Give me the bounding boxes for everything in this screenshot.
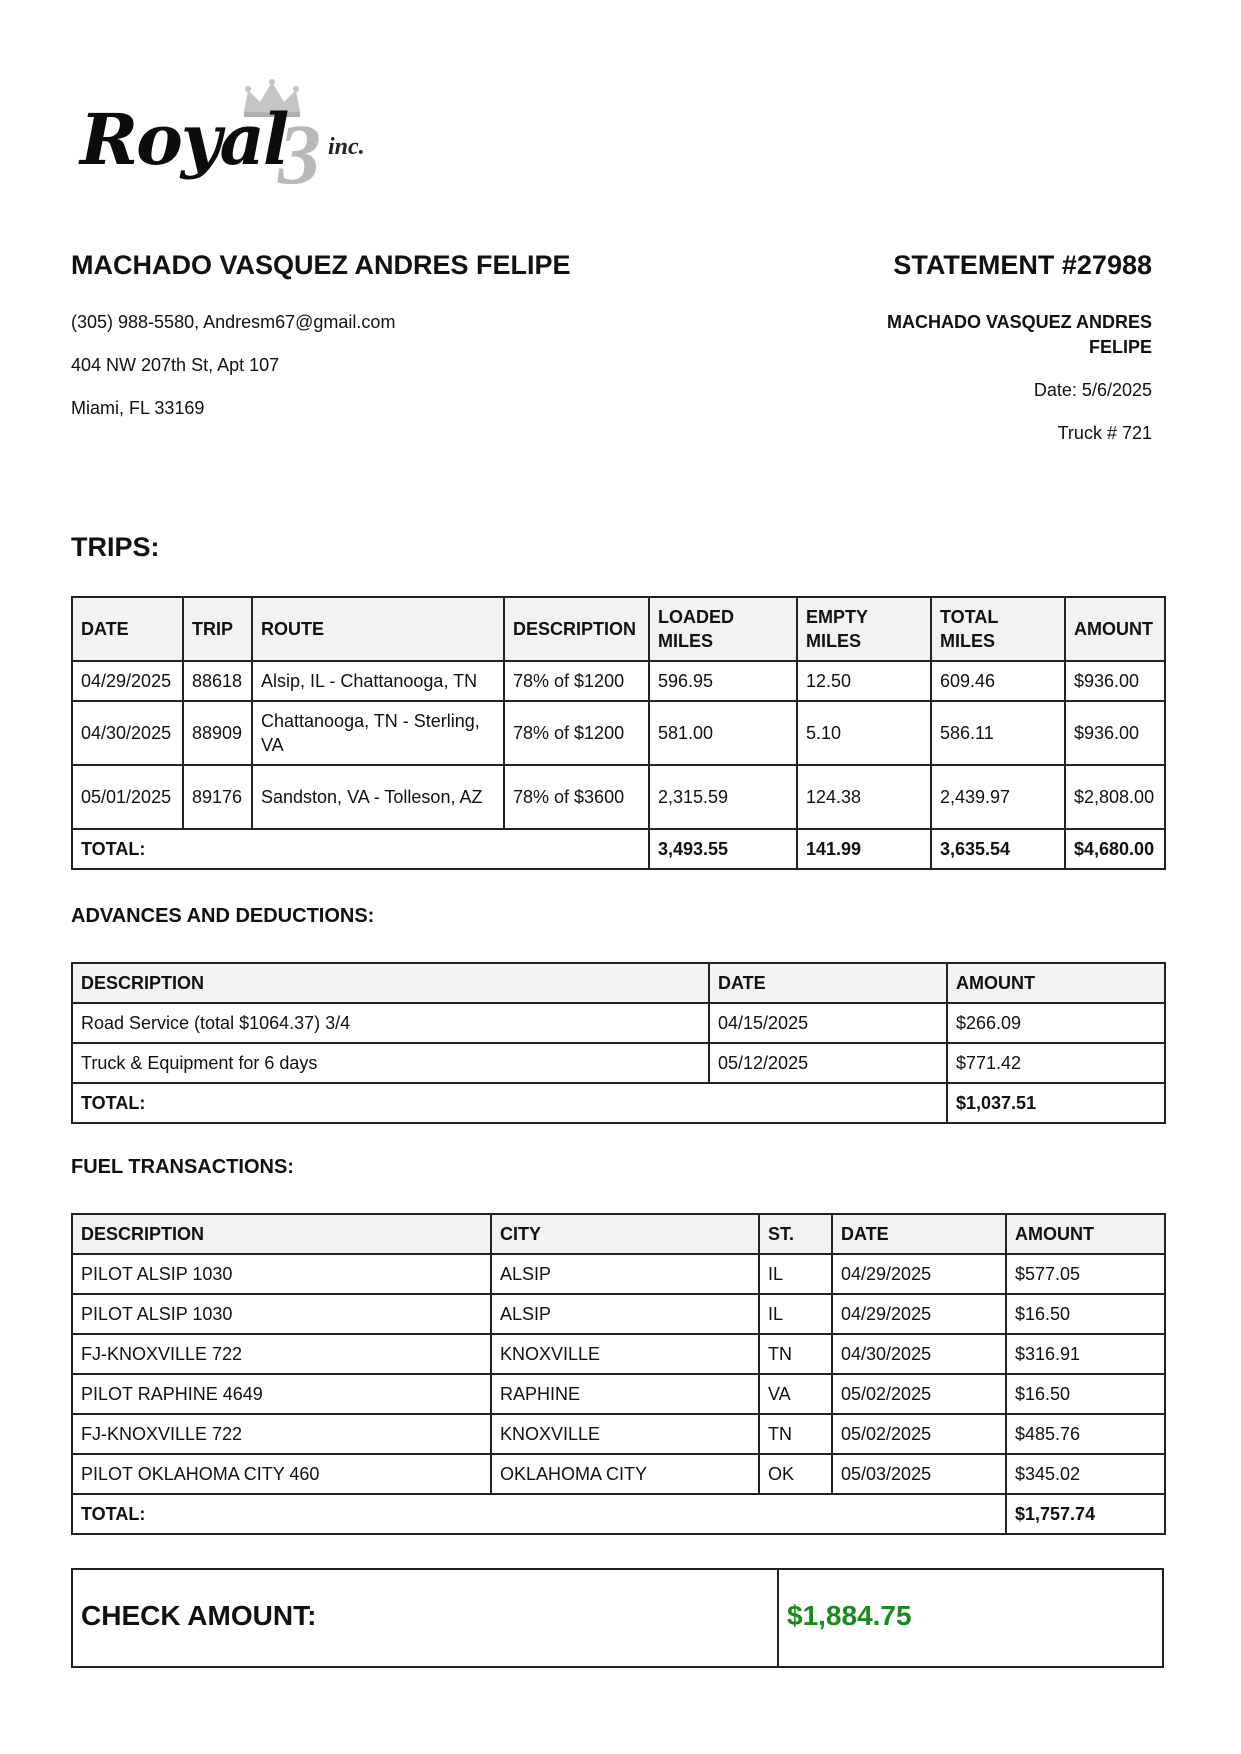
table-cell: RAPHINE: [491, 1374, 759, 1414]
column-header: DATE: [832, 1214, 1006, 1254]
table-cell: 04/30/2025: [832, 1334, 1006, 1374]
table-cell: KNOXVILLE: [491, 1334, 759, 1374]
table-cell: 596.95: [649, 661, 797, 701]
table-cell: 89176: [183, 765, 252, 829]
table-cell: Chattanooga, TN - Sterling, VA: [252, 701, 504, 765]
check-amount-label: CHECK AMOUNT:: [81, 1600, 317, 1631]
table-cell: 05/02/2025: [832, 1414, 1006, 1454]
column-header: DESCRIPTION: [72, 1214, 491, 1254]
total-loaded-miles: 3,493.55: [649, 829, 797, 869]
table-row: [72, 1454, 1165, 1494]
table-cell: $936.00: [1065, 701, 1165, 765]
table-cell: 04/29/2025: [832, 1294, 1006, 1334]
table-cell: 78% of $3600: [504, 765, 649, 829]
fuel-table: [71, 1213, 1166, 1535]
table-cell: 609.46: [931, 661, 1065, 701]
total-amount: $4,680.00: [1065, 829, 1165, 869]
table-row: [72, 1374, 1165, 1414]
check-amount-box: [71, 1568, 1164, 1668]
table-cell: 04/30/2025: [72, 701, 183, 765]
table-cell: $2,808.00: [1065, 765, 1165, 829]
table-cell: $266.09: [947, 1003, 1165, 1043]
table-header-row: [72, 1214, 1165, 1254]
total-miles: 3,635.54: [931, 829, 1065, 869]
total-row: [72, 1494, 1165, 1534]
total-row: [72, 829, 1165, 869]
total-amount: $1,037.51: [947, 1083, 1165, 1123]
driver-address-line1: 404 NW 207th St, Apt 107: [71, 355, 280, 375]
table-cell: $16.50: [1006, 1294, 1165, 1334]
column-header: DESCRIPTION: [504, 597, 649, 661]
table-row: [72, 1414, 1165, 1454]
table-cell: 12.50: [797, 661, 931, 701]
table-row: [72, 1294, 1165, 1334]
table-header-row: [72, 963, 1165, 1003]
table-cell: PILOT ALSIP 1030: [72, 1254, 491, 1294]
driver-name: MACHADO VASQUEZ ANDRES FELIPE: [71, 250, 571, 280]
table-cell: $771.42: [947, 1043, 1165, 1083]
table-cell: 78% of $1200: [504, 661, 649, 701]
column-header: DATE: [72, 597, 183, 661]
column-header: CITY: [491, 1214, 759, 1254]
column-header: LOADED MILES: [649, 597, 797, 661]
total-empty-miles: 141.99: [797, 829, 931, 869]
table-cell: OK: [759, 1454, 832, 1494]
table-cell: PILOT ALSIP 1030: [72, 1294, 491, 1334]
advances-table: [71, 962, 1166, 1124]
table-cell: 05/02/2025: [832, 1374, 1006, 1414]
logo-number: 3: [278, 106, 321, 202]
driver-address-line2: Miami, FL 33169: [71, 398, 205, 418]
table-cell: KNOXVILLE: [491, 1414, 759, 1454]
table-row: [72, 701, 1165, 765]
table-cell: $577.05: [1006, 1254, 1165, 1294]
statement-driver-name: MACHADO VASQUEZ ANDRES FELIPE: [886, 312, 1152, 357]
table-cell: Road Service (total $1064.37) 3/4: [72, 1003, 709, 1043]
table-row: [72, 765, 1165, 829]
table-cell: 05/12/2025: [709, 1043, 947, 1083]
table-cell: TN: [759, 1414, 832, 1454]
total-row: [72, 1083, 1165, 1123]
table-cell: FJ-KNOXVILLE 722: [72, 1414, 491, 1454]
driver-contact: (305) 988-5580, Andresm67@gmail.com: [71, 312, 396, 332]
table-cell: ALSIP: [491, 1294, 759, 1334]
column-header: ST.: [759, 1214, 832, 1254]
table-cell: 124.38: [797, 765, 931, 829]
statement-title: STATEMENT #27988: [893, 250, 1152, 280]
table-cell: 2,439.97: [931, 765, 1065, 829]
table-cell: PILOT RAPHINE 4649: [72, 1374, 491, 1414]
table-cell: 88909: [183, 701, 252, 765]
table-cell: $345.02: [1006, 1454, 1165, 1494]
table-cell: 78% of $1200: [504, 701, 649, 765]
column-header: AMOUNT: [1006, 1214, 1165, 1254]
table-cell: VA: [759, 1374, 832, 1414]
table-cell: OKLAHOMA CITY: [491, 1454, 759, 1494]
table-header-row: [72, 597, 1165, 661]
table-cell: PILOT OKLAHOMA CITY 460: [72, 1454, 491, 1494]
logo-script: Royal: [80, 98, 288, 181]
table-cell: Truck & Equipment for 6 days: [72, 1043, 709, 1083]
table-cell: $936.00: [1065, 661, 1165, 701]
column-header: TOTAL MILES: [931, 597, 1065, 661]
table-cell: 04/29/2025: [72, 661, 183, 701]
table-cell: TN: [759, 1334, 832, 1374]
table-cell: 05/01/2025: [72, 765, 183, 829]
column-header: TRIP: [183, 597, 252, 661]
trips-title: TRIPS:: [71, 532, 160, 562]
table-cell: FJ-KNOXVILLE 722: [72, 1334, 491, 1374]
table-cell: 88618: [183, 661, 252, 701]
table-cell: 586.11: [931, 701, 1065, 765]
column-header: AMOUNT: [947, 963, 1165, 1003]
table-row: [72, 1334, 1165, 1374]
table-cell: 2,315.59: [649, 765, 797, 829]
trips-table: [71, 596, 1166, 870]
table-cell: 5.10: [797, 701, 931, 765]
check-amount-value: $1,884.75: [787, 1600, 912, 1631]
column-header: EMPTY MILES: [797, 597, 931, 661]
table-cell: Sandston, VA - Tolleson, AZ: [252, 765, 504, 829]
table-row: [72, 1003, 1165, 1043]
table-cell: $316.91: [1006, 1334, 1165, 1374]
column-header: AMOUNT: [1065, 597, 1165, 661]
table-row: [72, 1254, 1165, 1294]
table-cell: $485.76: [1006, 1414, 1165, 1454]
table-cell: ALSIP: [491, 1254, 759, 1294]
table-cell: IL: [759, 1254, 832, 1294]
total-label: TOTAL:: [72, 829, 649, 869]
divider: [777, 1570, 779, 1666]
column-header: DATE: [709, 963, 947, 1003]
table-row: [72, 661, 1165, 701]
table-cell: 04/15/2025: [709, 1003, 947, 1043]
column-header: DESCRIPTION: [72, 963, 709, 1003]
table-cell: $16.50: [1006, 1374, 1165, 1414]
truck-number: Truck # 721: [1057, 423, 1152, 443]
table-cell: 581.00: [649, 701, 797, 765]
fuel-title: FUEL TRANSACTIONS:: [71, 1156, 294, 1178]
logo-suffix: inc.: [328, 134, 365, 160]
table-cell: 05/03/2025: [832, 1454, 1006, 1494]
table-row: [72, 1043, 1165, 1083]
total-amount: $1,757.74: [1006, 1494, 1165, 1534]
table-cell: 04/29/2025: [832, 1254, 1006, 1294]
advances-title: ADVANCES AND DEDUCTIONS:: [71, 905, 375, 927]
company-logo: [78, 78, 388, 202]
table-cell: Alsip, IL - Chattanooga, TN: [252, 661, 504, 701]
statement-date: Date: 5/6/2025: [1033, 380, 1152, 400]
total-label: TOTAL:: [72, 1494, 1006, 1534]
column-header: ROUTE: [252, 597, 504, 661]
table-cell: IL: [759, 1294, 832, 1334]
total-label: TOTAL:: [72, 1083, 947, 1123]
